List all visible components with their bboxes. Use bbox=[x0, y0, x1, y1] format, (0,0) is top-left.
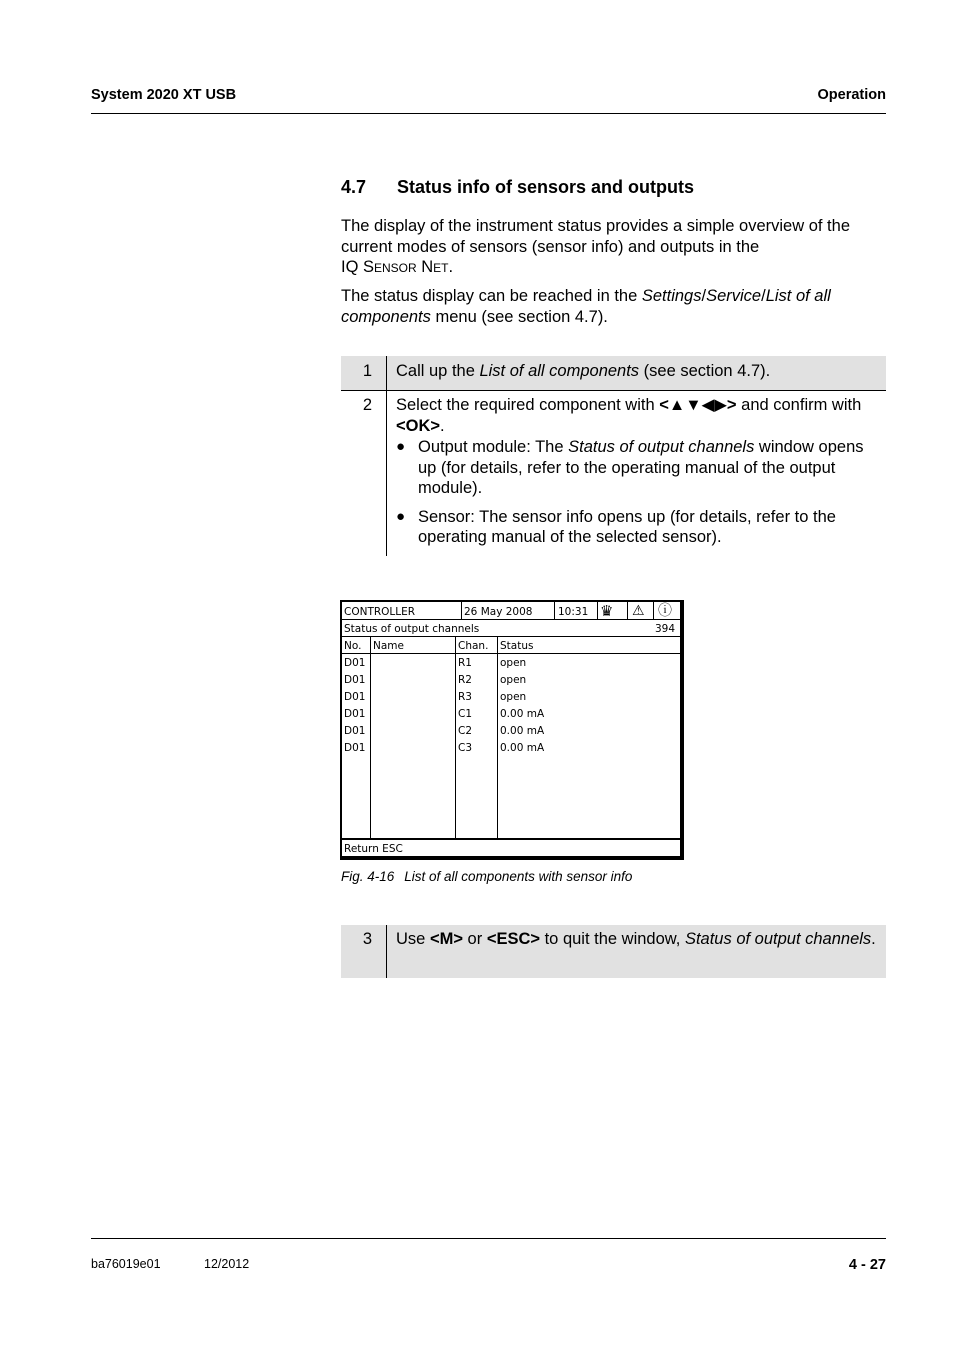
menu-separator: / bbox=[701, 287, 707, 305]
column-header-chan: Chan. bbox=[458, 640, 489, 652]
bullet-icon: ● bbox=[396, 507, 406, 525]
running-header-left: System 2020 XT USB bbox=[91, 87, 237, 103]
running-header-right: Operation bbox=[817, 87, 886, 103]
cell-chan: C2 bbox=[458, 725, 473, 737]
section-heading bbox=[341, 177, 694, 198]
cell-chan: R3 bbox=[458, 691, 472, 703]
step-text-part: . bbox=[871, 930, 876, 948]
intro-paragraph-1 bbox=[341, 216, 889, 278]
cell-no: D01 bbox=[344, 674, 366, 686]
screen-rule bbox=[342, 619, 680, 620]
bullet-emphasis: Status of output channels bbox=[568, 438, 755, 456]
window-title: Status of output channels bbox=[344, 623, 480, 635]
step-text bbox=[386, 391, 886, 556]
screen-title: CONTROLLER bbox=[344, 606, 416, 618]
column-header-status: Status bbox=[500, 640, 534, 652]
step-text-part: (see section 4.7). bbox=[639, 362, 771, 380]
footer-doc-id: ba76019e01 bbox=[91, 1257, 161, 1271]
column-divider bbox=[455, 637, 456, 839]
intro-text: The status display can be reached in the bbox=[341, 287, 642, 305]
screen-divider bbox=[653, 602, 654, 619]
cell-status: open bbox=[500, 691, 527, 703]
screen-divider bbox=[597, 602, 598, 619]
cell-no: D01 bbox=[344, 691, 366, 703]
window-number: 394 bbox=[655, 623, 676, 635]
step-text bbox=[386, 356, 886, 390]
cell-status: 0.00 mA bbox=[500, 725, 545, 737]
instrument-screen bbox=[340, 600, 684, 860]
step-number: 2 bbox=[362, 396, 372, 414]
step-emphasis: Status of output channels bbox=[684, 930, 872, 948]
bullet-item bbox=[396, 507, 878, 548]
step-text-part: or bbox=[462, 930, 487, 948]
step-text-part: and confirm with bbox=[736, 396, 862, 414]
warning-icon: ⚠ bbox=[632, 603, 645, 619]
menu-separator: / bbox=[761, 287, 766, 305]
step-number: 3 bbox=[362, 930, 372, 948]
intro-text: menu (see section 4.7). bbox=[430, 307, 608, 326]
page-number: 4 - 27 bbox=[848, 1257, 886, 1273]
figure-number: Fig. 4-16 bbox=[341, 869, 395, 884]
cell-status: 0.00 mA bbox=[500, 708, 545, 720]
screen-footer: Return ESC bbox=[344, 843, 403, 855]
figure-text: List of all components with sensor info bbox=[404, 869, 633, 884]
footer-date: 12/2012 bbox=[204, 1257, 250, 1271]
cell-no: D01 bbox=[344, 725, 366, 737]
cell-no: D01 bbox=[344, 657, 366, 669]
screen-divider bbox=[461, 602, 462, 619]
step-emphasis: List of all components bbox=[479, 362, 640, 380]
cell-status: 0.00 mA bbox=[500, 742, 545, 754]
screen-divider bbox=[554, 602, 555, 619]
step-text-part: Call up the bbox=[396, 362, 480, 380]
bullet-icon: ● bbox=[396, 438, 406, 455]
column-header-name: Name bbox=[373, 640, 404, 652]
column-header-no: No. bbox=[344, 640, 362, 652]
column-divider bbox=[497, 637, 498, 839]
cell-status: open bbox=[500, 657, 527, 669]
step-row-3 bbox=[341, 925, 886, 978]
screen-rule bbox=[342, 636, 680, 637]
ok-key: <OK> bbox=[396, 416, 441, 435]
header-rule bbox=[91, 113, 886, 114]
menu-list-of-all-components: List of all components bbox=[341, 287, 831, 326]
intro-paragraph-2 bbox=[341, 286, 889, 327]
intro-text: The display of the instrument status provides a simple overview of the current modes of sensors (sensor info) and outputs in the bbox=[341, 217, 850, 256]
section-title: Status info of sensors and outputs bbox=[397, 177, 695, 197]
cell-chan: C3 bbox=[458, 742, 473, 754]
crown-icon: ♛ bbox=[600, 602, 614, 620]
intro-period: . bbox=[448, 258, 454, 276]
esc-key: <ESC> bbox=[486, 930, 541, 948]
info-icon: ⓘ bbox=[658, 603, 672, 619]
menu-settings: Settings bbox=[641, 287, 702, 305]
step-text-part: to quit the window, bbox=[540, 930, 685, 948]
step-row-1 bbox=[341, 356, 886, 390]
product-name: IQ Sensor Net bbox=[341, 258, 449, 276]
bullet-text: Output module: The bbox=[418, 438, 569, 456]
cell-no: D01 bbox=[344, 708, 366, 720]
column-divider bbox=[370, 637, 371, 839]
bullet-text: Sensor: The sensor info opens up (for details, refer to the operating manual of the selected sensor). bbox=[418, 507, 836, 546]
cell-chan: R1 bbox=[458, 657, 472, 669]
step-row-2 bbox=[341, 391, 886, 556]
step-text-part: Use bbox=[396, 930, 430, 948]
cell-chan: C1 bbox=[458, 708, 473, 720]
screen-time: 10:31 bbox=[558, 606, 589, 618]
arrow-keys: <▲▼◀▶> bbox=[659, 396, 737, 414]
screen-rule bbox=[342, 653, 680, 654]
menu-service: Service bbox=[706, 287, 762, 305]
section-number: 4.7 bbox=[341, 177, 367, 197]
cell-chan: R2 bbox=[458, 674, 472, 686]
step-text-part: . bbox=[440, 416, 445, 435]
cell-status: open bbox=[500, 674, 527, 686]
step-number: 1 bbox=[362, 362, 372, 380]
step-text bbox=[386, 925, 886, 978]
footer-rule bbox=[91, 1238, 886, 1239]
screen-date: 26 May 2008 bbox=[464, 606, 533, 618]
m-key: <M> bbox=[429, 930, 463, 948]
bullet-item bbox=[396, 437, 878, 499]
screen-rule bbox=[342, 838, 680, 840]
figure-caption bbox=[341, 869, 632, 884]
bullet-text: window opens up (for details, refer to the operating manual of the output module). bbox=[418, 438, 864, 497]
step-text-part: Select the required component with bbox=[396, 396, 660, 414]
screen-divider bbox=[627, 602, 628, 619]
cell-no: D01 bbox=[344, 742, 366, 754]
